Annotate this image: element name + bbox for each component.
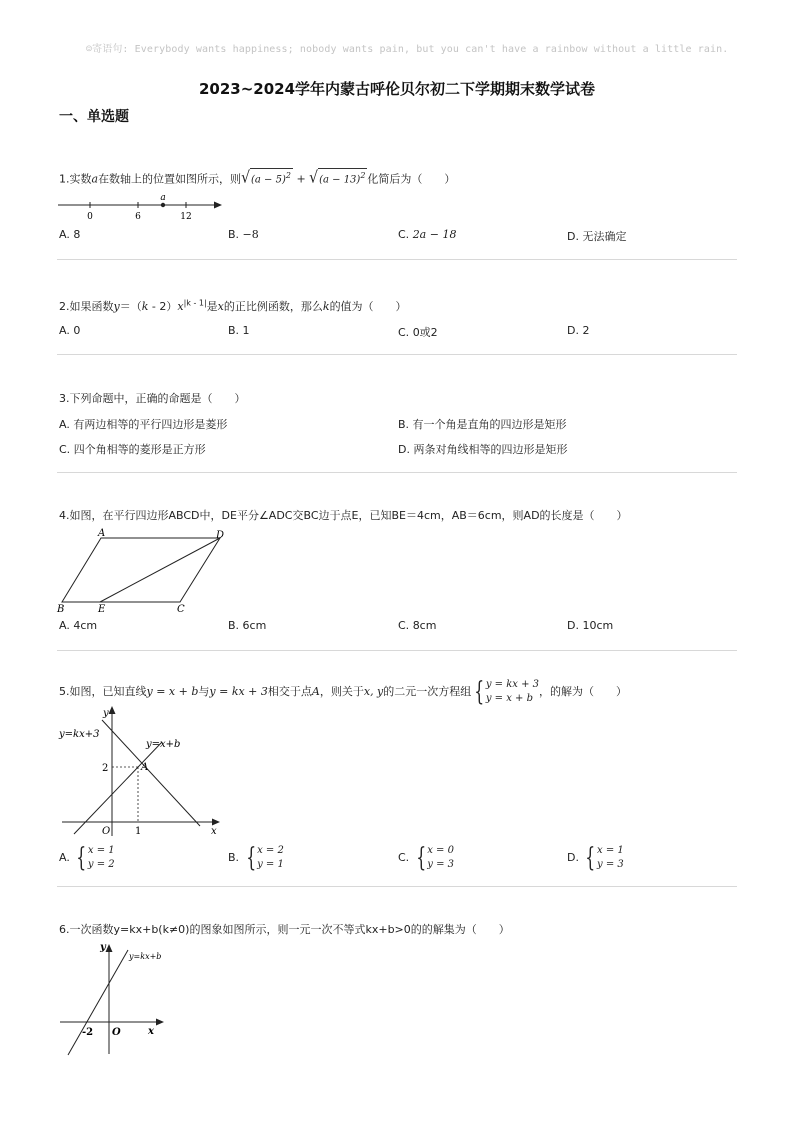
option-a[interactable]: A. 有两边相等的平行四边形是菱形	[59, 418, 228, 431]
vertex-label-b: B	[57, 604, 65, 614]
brace-icon: {	[585, 843, 596, 873]
math-operator: +	[296, 172, 306, 186]
line-label: y=kx+3	[59, 729, 100, 740]
option-d[interactable]: D. 无法确定	[567, 230, 627, 243]
divider	[57, 472, 737, 473]
divider	[57, 354, 737, 355]
vertex-label-c: C	[177, 604, 185, 614]
point-label: A	[141, 762, 149, 773]
option-a[interactable]: A. { x = 1 y = 2	[59, 843, 115, 873]
brace-icon: {	[76, 843, 87, 873]
line-kx-plus-3	[102, 720, 200, 826]
question-number: 1.	[59, 172, 70, 186]
motto-text: ☺寄语句: Everybody wants happiness; nobody wants pain, but you can't have a rainbow without a little rain.	[86, 44, 729, 55]
linear-function-figure	[56, 938, 176, 1060]
line-x-plus-b	[74, 742, 162, 834]
option-d[interactable]: D. 两条对角线相等的四边形是矩形	[398, 443, 568, 456]
option-c[interactable]: C. 8cm	[398, 619, 437, 632]
arrow-right-icon	[214, 202, 222, 209]
option-d[interactable]: D. 10cm	[567, 619, 614, 632]
tick-label: -2	[82, 1027, 94, 1038]
parallelogram-abcd	[62, 538, 220, 602]
question-text: 实数	[69, 172, 92, 186]
vertex-label-a: A	[98, 528, 106, 539]
point-label: a	[160, 193, 166, 203]
brace-icon: {	[474, 677, 485, 707]
tick-label: 2	[102, 763, 109, 774]
page-title: 2023~2024学年内蒙古呼伦贝尔初二下学期期末数学试卷	[198, 80, 596, 98]
axis-label-x: x	[148, 1026, 154, 1037]
math-expression: $(a - 5)^2$	[250, 168, 293, 186]
axis-label-y: y	[100, 942, 106, 953]
math-expression: $(a - 13)^2$	[318, 168, 367, 186]
vertex-label-d: D	[216, 530, 225, 541]
divider	[57, 650, 737, 651]
option-a[interactable]: A. 4cm	[59, 619, 98, 632]
line-label: y=kx+b	[129, 952, 162, 961]
question-1	[59, 168, 455, 186]
number-line-figure	[56, 192, 228, 222]
option-c[interactable]: C. 2a − 18	[398, 228, 457, 241]
line-kx-plus-b	[68, 950, 128, 1055]
segment-de	[100, 538, 220, 602]
axis-label-x: x	[211, 826, 217, 837]
question-text: 化简后为（ ）	[367, 172, 456, 186]
brace-icon: {	[245, 843, 256, 873]
origin-label: O	[102, 826, 111, 837]
divider	[57, 886, 737, 887]
vertex-label-e: E	[98, 604, 106, 614]
axis-label-y: y	[103, 708, 109, 719]
question-5: 5.如图，已知直线y = x + b与y = kx + 3相交于点A，则关于x, y的二元一次方程组 { y = kx + 3 y = x + b ，的解为（ ）	[59, 677, 628, 707]
option-c[interactable]: C. 四个角相等的菱形是正方形	[59, 443, 206, 456]
arrow-right-icon	[156, 1019, 164, 1026]
origin-label: O	[112, 1027, 121, 1038]
tick-label: 1	[135, 826, 142, 837]
sqrt-icon: √	[309, 169, 319, 188]
question-4: 4.如图，在平行四边形ABCD中，DE平分∠ADC交BC边于点E，已知BE＝4cm，AB＝6cm，则AD的长度是（ ）	[59, 509, 628, 522]
question-3: 3.下列命题中，正确的命题是（ ）	[59, 392, 246, 405]
option-b[interactable]: B. −8	[228, 228, 259, 241]
option-a[interactable]: A. 0	[59, 324, 81, 337]
option-c[interactable]: C. 0或2	[398, 326, 438, 339]
option-a[interactable]: A. 8	[59, 228, 81, 241]
tick-label: 6	[135, 212, 141, 222]
tick-label: 0	[87, 212, 93, 222]
question-2: 2.如果函数$y=(k - 2)x^{|k - 1|}$是x的正比例函数，那么k的值为（ ）	[59, 298, 407, 313]
question-text: 在数轴上的位置如图所示，则	[98, 172, 242, 186]
option-d[interactable]: D. { x = 1 y = 3	[567, 843, 624, 873]
tick-label: 12	[180, 212, 192, 222]
option-d[interactable]: D. 2	[567, 324, 590, 337]
section-title: 一、单选题	[59, 109, 129, 125]
parallelogram-figure	[54, 526, 234, 614]
line-label: y=x+b	[146, 739, 181, 750]
point-a	[161, 203, 165, 207]
option-b[interactable]: B. { x = 2 y = 1	[228, 843, 284, 873]
option-c[interactable]: C. { x = 0 y = 3	[398, 843, 454, 873]
arrow-right-icon	[212, 819, 220, 826]
option-b[interactable]: B. 6cm	[228, 619, 267, 632]
divider	[57, 259, 737, 260]
sqrt-icon: √	[241, 169, 250, 188]
line-intersection-figure	[56, 702, 226, 838]
question-6: 6.一次函数y=kx+b(k≠0)的图象如图所示，则一元一次不等式kx+b>0的的解集为（ ）	[59, 923, 510, 936]
arrow-up-icon	[109, 706, 116, 714]
equation-system: { y = kx + 3 y = x + b	[474, 677, 540, 707]
option-b[interactable]: B. 有一个角是直角的四边形是矩形	[398, 418, 567, 431]
option-b[interactable]: B. 1	[228, 324, 250, 337]
brace-icon: {	[415, 843, 426, 873]
arrow-up-icon	[106, 944, 113, 952]
math-var: a	[91, 172, 99, 186]
